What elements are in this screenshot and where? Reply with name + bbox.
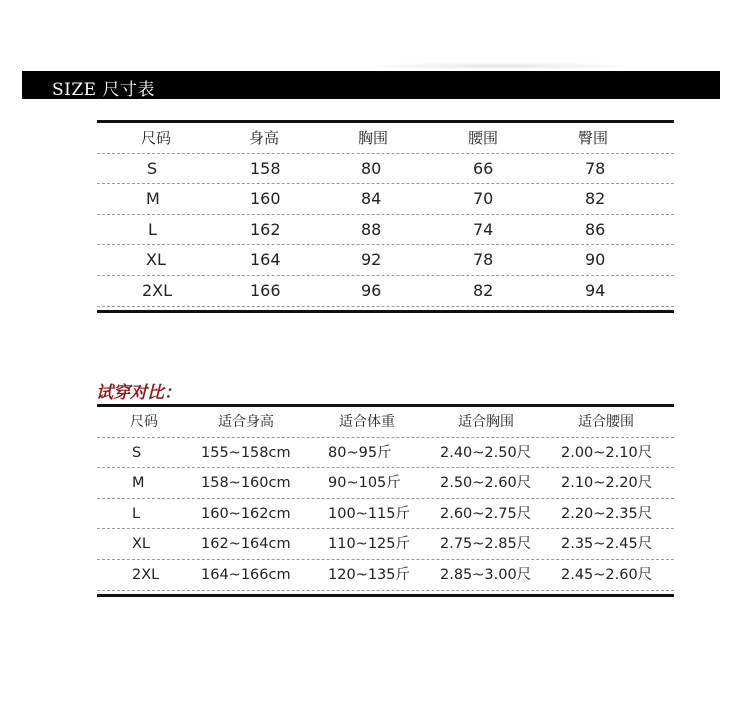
header-fit-height: 适合身高 xyxy=(218,414,274,430)
cell-size: XL xyxy=(132,536,151,553)
table-row xyxy=(97,276,674,307)
header-bust: 胸围 xyxy=(358,129,389,147)
cell-waist: 74 xyxy=(473,219,494,239)
size-table xyxy=(97,120,674,313)
table-row xyxy=(97,154,674,185)
cell-fit-bust: 2.40~2.50尺 xyxy=(440,444,532,461)
header-fit-waist: 适合腰围 xyxy=(578,414,634,430)
cell-bust: 84 xyxy=(361,189,382,209)
cell-height: 166 xyxy=(250,280,281,300)
cell-fit-weight: 80~95斤 xyxy=(328,444,392,461)
cell-fit-weight: 100~115斤 xyxy=(328,505,411,522)
cell-fit-waist: 2.45~2.60尺 xyxy=(561,566,653,583)
cell-fit-waist: 2.10~2.20尺 xyxy=(561,475,653,492)
cell-size: XL xyxy=(146,250,166,270)
cell-height: 160 xyxy=(250,189,281,209)
cell-fit-bust: 2.85~3.00尺 xyxy=(440,566,532,583)
cell-height: 158 xyxy=(250,158,281,178)
cell-waist: 78 xyxy=(473,250,494,270)
cell-hip: 90 xyxy=(585,250,606,270)
table-row xyxy=(97,529,674,560)
cell-size: S xyxy=(147,158,158,178)
header-size: 尺码 xyxy=(130,414,158,430)
cell-size: M xyxy=(132,475,145,492)
banner-shadow xyxy=(360,62,640,70)
cell-waist: 82 xyxy=(473,280,494,300)
cell-fit-waist: 2.20~2.35尺 xyxy=(561,505,653,522)
fit-table xyxy=(97,404,674,597)
cell-bust: 88 xyxy=(361,219,382,239)
cell-fit-height: 158~160cm xyxy=(201,475,291,492)
cell-waist: 66 xyxy=(473,158,494,178)
cell-size: S xyxy=(132,444,142,461)
table-row xyxy=(97,184,674,215)
header-height: 身高 xyxy=(249,129,280,147)
fit-section-title: 试穿对比： xyxy=(96,383,181,403)
cell-fit-weight: 120~135斤 xyxy=(328,566,411,583)
cell-height: 162 xyxy=(250,219,281,239)
table-row xyxy=(97,245,674,276)
header-size: 尺码 xyxy=(141,129,172,147)
cell-fit-height: 160~162cm xyxy=(201,505,291,522)
cell-size: L xyxy=(132,505,141,522)
cell-bust: 96 xyxy=(361,280,382,300)
table-header-row xyxy=(97,407,674,438)
table-row xyxy=(97,499,674,530)
cell-fit-waist: 2.00~2.10尺 xyxy=(561,444,653,461)
cell-hip: 86 xyxy=(585,219,606,239)
cell-hip: 78 xyxy=(585,158,606,178)
size-chart-banner xyxy=(22,71,720,99)
cell-fit-bust: 2.50~2.60尺 xyxy=(440,475,532,492)
cell-waist: 70 xyxy=(473,189,494,209)
cell-bust: 92 xyxy=(361,250,382,270)
cell-size: 2XL xyxy=(132,566,160,583)
cell-height: 164 xyxy=(250,250,281,270)
cell-size: L xyxy=(148,219,157,239)
table-bottom-rule xyxy=(97,310,674,313)
cell-bust: 80 xyxy=(361,158,382,178)
cell-hip: 82 xyxy=(585,189,606,209)
table-header-row xyxy=(97,123,674,154)
cell-fit-waist: 2.35~2.45尺 xyxy=(561,536,653,553)
table-bottom-rule xyxy=(97,594,674,597)
cell-fit-bust: 2.75~2.85尺 xyxy=(440,536,532,553)
cell-size: 2XL xyxy=(142,280,173,300)
table-row xyxy=(97,468,674,499)
table-row xyxy=(97,215,674,246)
banner-title: SIZE 尺寸表 xyxy=(52,80,155,100)
header-waist: 腰围 xyxy=(468,129,499,147)
header-hip: 臀围 xyxy=(578,129,609,147)
header-fit-weight: 适合体重 xyxy=(339,414,395,430)
table-row xyxy=(97,560,674,591)
cell-size: M xyxy=(146,189,160,209)
cell-fit-height: 162~164cm xyxy=(201,536,291,553)
header-fit-bust: 适合胸围 xyxy=(458,414,514,430)
cell-fit-height: 164~166cm xyxy=(201,566,291,583)
cell-fit-height: 155~158cm xyxy=(201,444,291,461)
table-row xyxy=(97,438,674,469)
cell-fit-weight: 110~125斤 xyxy=(328,536,411,553)
cell-fit-weight: 90~105斤 xyxy=(328,475,401,492)
cell-fit-bust: 2.60~2.75尺 xyxy=(440,505,532,522)
cell-hip: 94 xyxy=(585,280,606,300)
